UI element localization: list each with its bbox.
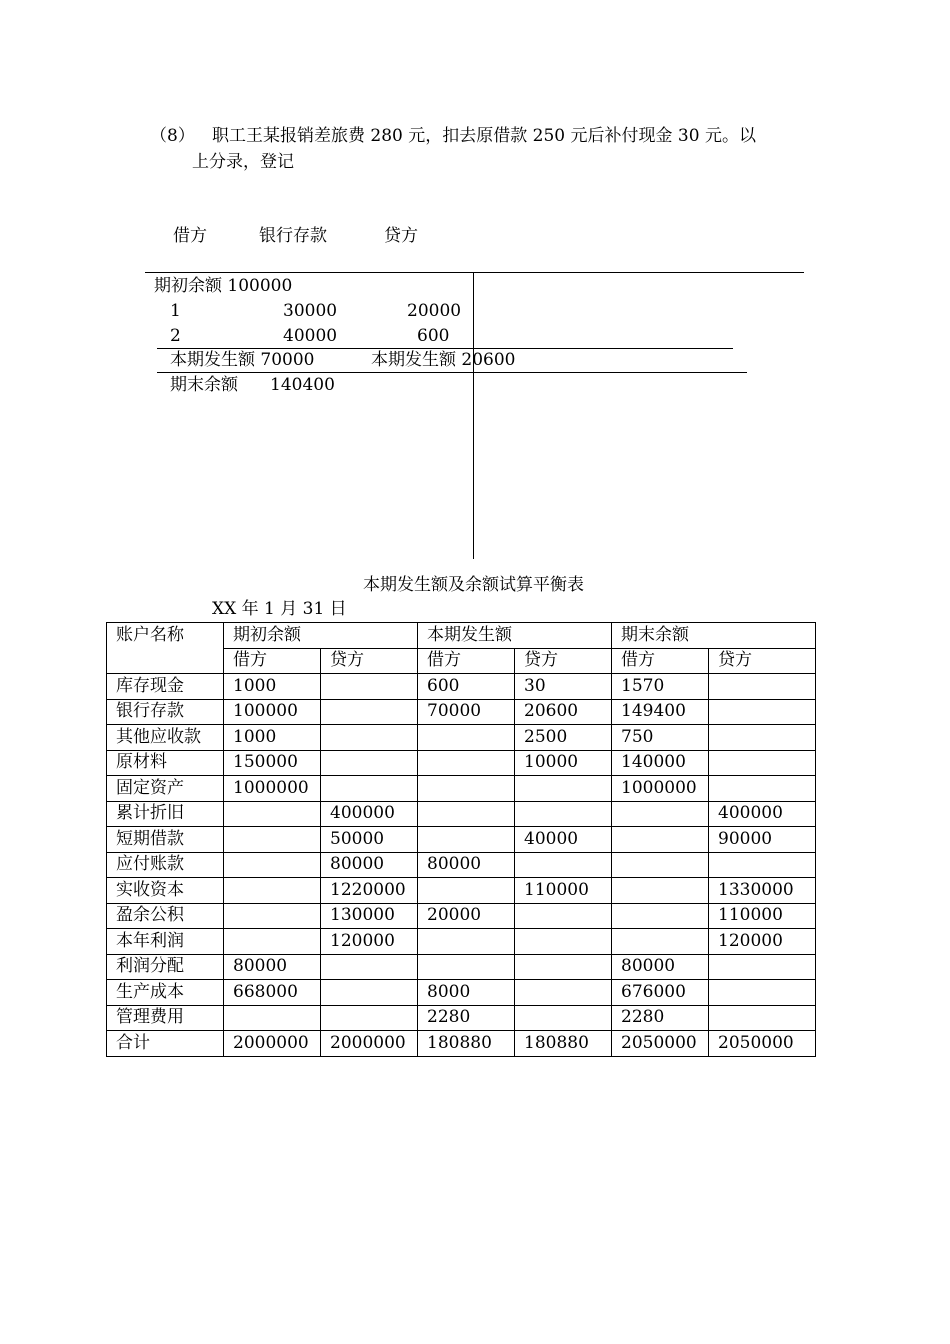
account-name-cell: 其他应收款 (107, 725, 224, 751)
opening-credit-cell (321, 750, 418, 776)
t-account-period-line (157, 348, 733, 349)
header-account-name: 账户名称 (107, 623, 224, 674)
table-row (107, 852, 816, 878)
subheader-debit: 借方 (224, 648, 321, 674)
ending-debit-cell: 2280 (612, 1005, 709, 1031)
ending-debit-cell (612, 878, 709, 904)
table-row (107, 980, 816, 1006)
table-row (107, 725, 816, 751)
t-account-vertical-line (473, 272, 474, 559)
ending-debit-cell (612, 852, 709, 878)
t-account-ending-value: 140400 (270, 375, 335, 395)
opening-debit-cell: 100000 (224, 699, 321, 725)
period-debit-cell: 80000 (418, 852, 515, 878)
period-credit-cell (515, 980, 612, 1006)
table-row (107, 674, 816, 700)
ending-credit-cell (709, 980, 816, 1006)
table-row (107, 699, 816, 725)
subheader-credit: 贷方 (709, 648, 816, 674)
account-name-cell: 短期借款 (107, 827, 224, 853)
paragraph-line-2: 上分录，登记 (192, 152, 294, 172)
account-name-cell: 应付账款 (107, 852, 224, 878)
period-debit-cell (418, 725, 515, 751)
t-account-entry-credit: 600 (417, 326, 450, 346)
opening-debit-cell (224, 929, 321, 955)
account-name-cell: 合计 (107, 1031, 224, 1057)
t-account-debit-label: 借方 (173, 226, 207, 246)
opening-credit-cell: 50000 (321, 827, 418, 853)
opening-credit-cell: 1220000 (321, 878, 418, 904)
t-account-name: 银行存款 (259, 226, 327, 246)
ending-debit-cell (612, 929, 709, 955)
ending-debit-cell: 1570 (612, 674, 709, 700)
ending-credit-cell: 120000 (709, 929, 816, 955)
opening-credit-cell: 2000000 (321, 1031, 418, 1057)
subheader-debit: 借方 (612, 648, 709, 674)
period-credit-cell (515, 929, 612, 955)
period-credit-cell (515, 801, 612, 827)
t-account-opening-balance: 期初余额 100000 (154, 276, 293, 296)
period-credit-cell (515, 903, 612, 929)
period-credit-cell: 2500 (515, 725, 612, 751)
table-row (107, 827, 816, 853)
table-row (107, 750, 816, 776)
ending-debit-cell (612, 827, 709, 853)
opening-credit-cell: 120000 (321, 929, 418, 955)
subheader-debit: 借方 (418, 648, 515, 674)
account-name-cell: 银行存款 (107, 699, 224, 725)
t-account-entry-debit: 30000 (283, 301, 338, 321)
opening-credit-cell (321, 980, 418, 1006)
opening-debit-cell: 1000000 (224, 776, 321, 802)
ending-credit-cell (709, 750, 816, 776)
paragraph-line-1: 职工王某报销差旅费 280 元，扣去原借款 250 元后补付现金 30 元。以 (212, 126, 756, 146)
ending-debit-cell: 750 (612, 725, 709, 751)
table-row (107, 1005, 816, 1031)
t-account-ending-label: 期末余额 (170, 375, 238, 395)
ending-credit-cell: 400000 (709, 801, 816, 827)
period-debit-cell (418, 878, 515, 904)
period-debit-cell (418, 801, 515, 827)
trial-balance-date: XX 年 1 月 31 日 (212, 599, 347, 619)
opening-debit-cell: 2000000 (224, 1031, 321, 1057)
ending-credit-cell: 2050000 (709, 1031, 816, 1057)
account-name-cell: 固定资产 (107, 776, 224, 802)
ending-debit-cell: 80000 (612, 954, 709, 980)
period-debit-cell (418, 827, 515, 853)
account-name-cell: 盈余公积 (107, 903, 224, 929)
table-row (107, 903, 816, 929)
ending-debit-cell: 2050000 (612, 1031, 709, 1057)
t-account-period-debit: 本期发生额 70000 (170, 350, 315, 370)
account-name-cell: 实收资本 (107, 878, 224, 904)
table-row (107, 1031, 816, 1057)
table-row (107, 954, 816, 980)
opening-debit-cell (224, 852, 321, 878)
header-opening-balance: 期初余额 (224, 623, 418, 649)
ending-credit-cell (709, 852, 816, 878)
account-name-cell: 利润分配 (107, 954, 224, 980)
subheader-credit: 贷方 (321, 648, 418, 674)
period-debit-cell (418, 750, 515, 776)
trial-balance-title: 本期发生额及余额试算平衡表 (363, 575, 584, 595)
period-credit-cell: 10000 (515, 750, 612, 776)
period-debit-cell: 20000 (418, 903, 515, 929)
ending-debit-cell (612, 903, 709, 929)
period-credit-cell: 20600 (515, 699, 612, 725)
t-account-ending-line (157, 372, 747, 373)
opening-debit-cell (224, 1005, 321, 1031)
ending-credit-cell (709, 699, 816, 725)
ending-debit-cell: 149400 (612, 699, 709, 725)
opening-debit-cell: 150000 (224, 750, 321, 776)
opening-credit-cell: 400000 (321, 801, 418, 827)
table-row (107, 929, 816, 955)
t-account-entry-debit: 40000 (283, 326, 338, 346)
period-credit-cell (515, 776, 612, 802)
account-name-cell: 库存现金 (107, 674, 224, 700)
opening-debit-cell: 1000 (224, 725, 321, 751)
t-account-entry-number: 1 (170, 301, 181, 321)
ending-credit-cell: 110000 (709, 903, 816, 929)
period-debit-cell: 70000 (418, 699, 515, 725)
opening-debit-cell (224, 827, 321, 853)
t-account-top-line (145, 272, 804, 273)
t-account-entry-credit: 20000 (407, 301, 462, 321)
period-credit-cell: 30 (515, 674, 612, 700)
opening-credit-cell (321, 776, 418, 802)
ending-credit-cell (709, 1005, 816, 1031)
table-row (107, 776, 816, 802)
opening-credit-cell (321, 699, 418, 725)
period-credit-cell (515, 852, 612, 878)
account-name-cell: 生产成本 (107, 980, 224, 1006)
opening-debit-cell (224, 903, 321, 929)
ending-debit-cell: 676000 (612, 980, 709, 1006)
trial-balance-body (107, 674, 816, 1057)
opening-credit-cell: 130000 (321, 903, 418, 929)
ending-credit-cell (709, 776, 816, 802)
trial-balance-table (106, 622, 816, 1057)
ending-debit-cell (612, 801, 709, 827)
opening-credit-cell (321, 725, 418, 751)
ending-credit-cell (709, 674, 816, 700)
account-name-cell: 本年利润 (107, 929, 224, 955)
period-debit-cell (418, 776, 515, 802)
header-ending-balance: 期末余额 (612, 623, 816, 649)
ending-credit-cell: 1330000 (709, 878, 816, 904)
period-debit-cell: 600 (418, 674, 515, 700)
opening-credit-cell (321, 954, 418, 980)
header-period-amount: 本期发生额 (418, 623, 612, 649)
opening-debit-cell: 80000 (224, 954, 321, 980)
account-name-cell: 原材料 (107, 750, 224, 776)
opening-credit-cell (321, 1005, 418, 1031)
period-debit-cell (418, 954, 515, 980)
period-debit-cell: 8000 (418, 980, 515, 1006)
period-credit-cell (515, 954, 612, 980)
t-account-credit-label: 贷方 (384, 226, 418, 246)
account-name-cell: 管理费用 (107, 1005, 224, 1031)
opening-debit-cell (224, 801, 321, 827)
header-row (107, 623, 816, 649)
opening-debit-cell: 1000 (224, 674, 321, 700)
ending-credit-cell (709, 954, 816, 980)
paragraph-number: （8） (150, 126, 195, 146)
ending-credit-cell (709, 725, 816, 751)
period-debit-cell (418, 929, 515, 955)
period-credit-cell (515, 1005, 612, 1031)
ending-credit-cell: 90000 (709, 827, 816, 853)
opening-debit-cell: 668000 (224, 980, 321, 1006)
t-account-entry-number: 2 (170, 326, 181, 346)
table-row (107, 878, 816, 904)
period-credit-cell: 110000 (515, 878, 612, 904)
t-account-period-credit: 本期发生额 20600 (371, 350, 516, 370)
opening-credit-cell: 80000 (321, 852, 418, 878)
period-credit-cell: 180880 (515, 1031, 612, 1057)
ending-debit-cell: 1000000 (612, 776, 709, 802)
period-debit-cell: 2280 (418, 1005, 515, 1031)
ending-debit-cell: 140000 (612, 750, 709, 776)
period-credit-cell: 40000 (515, 827, 612, 853)
opening-debit-cell (224, 878, 321, 904)
opening-credit-cell (321, 674, 418, 700)
table-row (107, 801, 816, 827)
account-name-cell: 累计折旧 (107, 801, 224, 827)
subheader-credit: 贷方 (515, 648, 612, 674)
period-debit-cell: 180880 (418, 1031, 515, 1057)
